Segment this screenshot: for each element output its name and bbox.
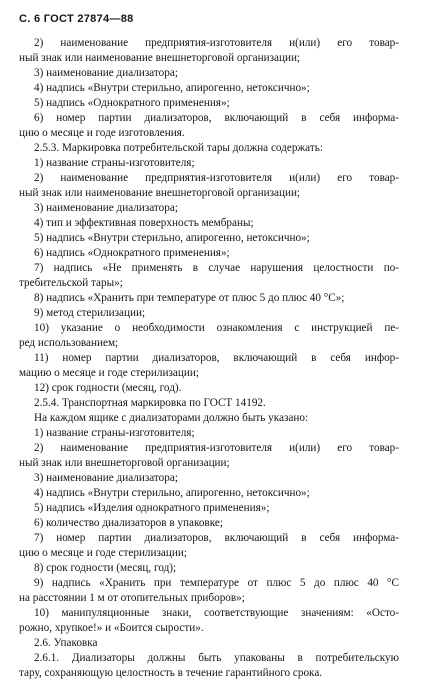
text-line: ный знак или наименование внешнеторговой организации; (19, 187, 301, 199)
text-line: цию о месяце и годе изготовления. (19, 127, 185, 139)
text-line: тару, сохраняющую целостность в течение гарантийного срока. (19, 667, 323, 679)
text-line: требительской тары»; (19, 277, 123, 289)
text-line: 2.5.4. Транспортная маркировка по ГОСТ 14192. (34, 397, 266, 409)
text-line: 12) срок годности (месяц, год). (34, 382, 182, 394)
text-line: 2) наименование предприятия-изготовителя и(или) его товар- (34, 37, 399, 49)
text-line: ный знак или наименование внешнеторговой организации; (19, 52, 301, 64)
text-line: 6) надпись «Однократного применения»; (34, 247, 230, 259)
page-header: С. 6 ГОСТ 27874—88 (19, 13, 134, 25)
text-line: 3) наименование диализатора; (34, 472, 178, 484)
text-line: 5) надпись «Внутри стерильно, апирогенно, нетоксично»; (34, 232, 310, 244)
text-line: 8) надпись «Хранить при температуре от плюс 5 до плюс 40 °С»; (34, 292, 345, 304)
text-line: 9) метод стерилизации; (34, 307, 146, 319)
text-line: 3) наименование диализатора; (34, 67, 178, 79)
text-line: 2) наименование предприятия-изготовителя и(или) его товар- (34, 172, 399, 184)
text-line: На каждом ящике с диализаторами должно быть указано: (34, 412, 309, 424)
text-line: 8) срок годности (месяц, год); (34, 562, 177, 574)
document-body (19, 36, 399, 681)
text-line: 10) манипуляционные знаки, соответствующие значениям: «Осто- (34, 607, 399, 619)
text-line: 4) надпись «Внутри стерильно, апирогенно, нетоксично»; (34, 82, 310, 94)
text-line: 4) тип и эффективная поверхность мембраны; (34, 217, 254, 229)
text-line: 5) надпись «Однократного применения»; (34, 97, 230, 109)
text-line: 4) надпись «Внутри стерильно, апирогенно, нетоксично»; (34, 487, 310, 499)
text-line: 6) количество диализаторов в упаковке; (34, 517, 223, 529)
text-line: 1) название страны-изготовителя; (34, 427, 195, 439)
text-line: 3) наименование диализатора; (34, 202, 178, 214)
text-line: 7) надпись «Не применять в случае нарушения целостности по- (34, 262, 399, 274)
text-line: 6) номер партии диализаторов, включающий в себя информа- (34, 112, 399, 124)
text-line: цию о месяце и годе стерилизации; (19, 547, 187, 559)
text-line: мацию о месяце и годе стерилизации; (19, 367, 199, 379)
text-line: 9) надпись «Хранить при температуре от плюс 5 до плюс 40 °С (34, 577, 399, 589)
text-line: 2.6.1. Диализаторы должны быть упакованы в потребительскую (34, 652, 399, 664)
text-line: 7) номер партии диализаторов, включающий в себя информа- (34, 532, 399, 544)
text-line: рожно, хрупкое!» и «Боится сырости». (19, 622, 204, 634)
text-line: ред использованием; (19, 337, 119, 349)
text-line: 2.5.3. Маркировка потребительской тары должна содержать: (34, 142, 323, 154)
text-line: на расстоянии 1 м от отопительных приборов»; (19, 592, 245, 604)
text-line: ный знак или внешнеторговой организации; (19, 457, 230, 469)
text-line: 2) наименование предприятия-изготовителя и(или) его товар- (34, 442, 399, 454)
text-line: 2.6. Упаковка (34, 637, 98, 649)
text-line: 1) название страны-изготовителя; (34, 157, 195, 169)
text-line: 10) указание о необходимости ознакомления с инструкцией пе- (34, 322, 399, 334)
text-line: 11) номер партии диализаторов, включающий в себя инфор- (34, 352, 399, 364)
text-line: 5) надпись «Изделия однократного применения»; (34, 502, 270, 514)
